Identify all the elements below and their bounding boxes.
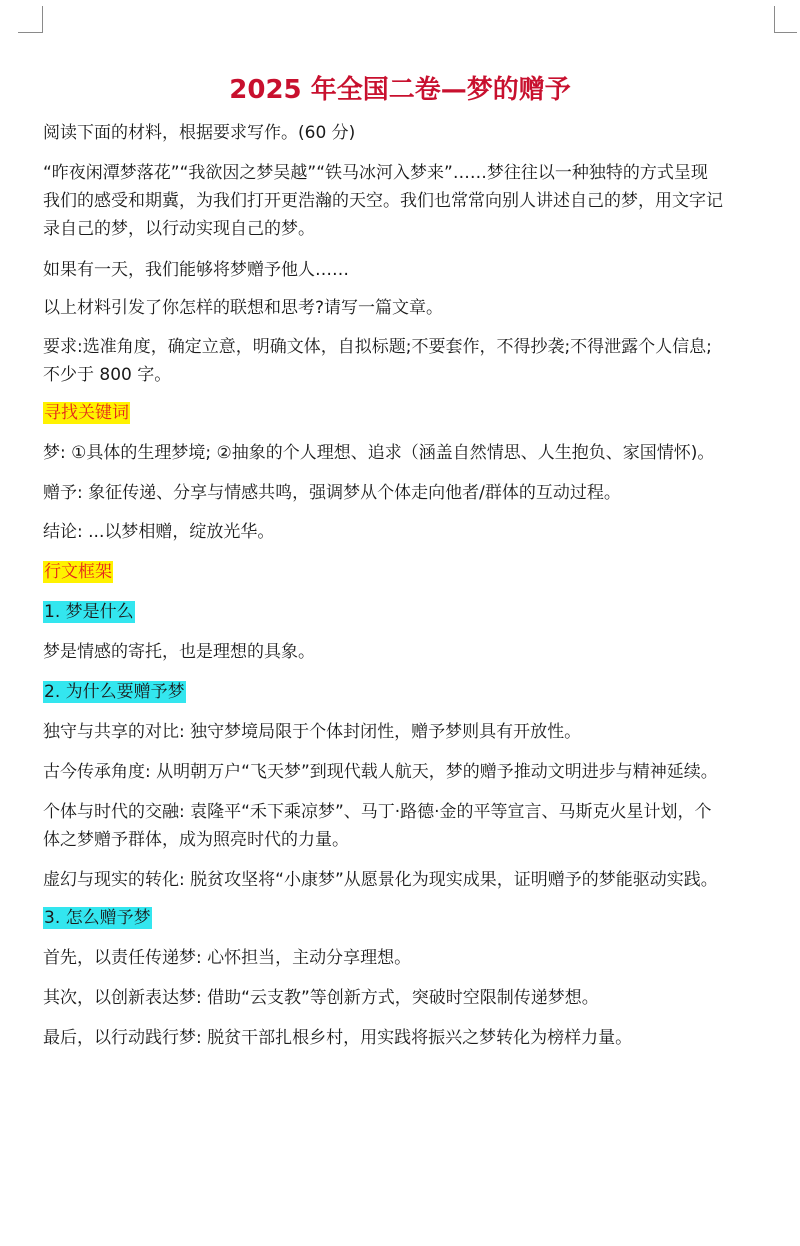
framework-heading bbox=[43, 558, 113, 586]
requirements-line-1: 要求:选准角度，确定立意，明确文体，自拟标题;不要套作，不得抄袭;不得泄露个人信息; bbox=[43, 337, 712, 357]
keywords-heading-label: 寻找关键词 bbox=[44, 403, 129, 423]
section-2-point-c-line-1: 个体与时代的交融: 袁隆平“禾下乘凉梦”、马丁·路德·金的平等宣言、马斯克火星计划，个 bbox=[43, 802, 712, 822]
section-2-heading bbox=[43, 678, 186, 706]
writing-prompt: 以上材料引发了你怎样的联想和思考?请写一篇文章。 bbox=[43, 298, 444, 318]
requirements-line-2: 不少于 800 字。 bbox=[43, 365, 172, 385]
section-3-point-a: 首先，以责任传递梦: 心怀担当，主动分享理想。 bbox=[43, 948, 412, 968]
section-2-point-a: 独守与共享的对比: 独守梦境局限于个体封闭性，赠予梦则具有开放性。 bbox=[43, 722, 582, 742]
section-3-point-c: 最后，以行动践行梦: 脱贫干部扎根乡村，用实践将振兴之梦转化为榜样力量。 bbox=[43, 1028, 633, 1048]
keyword-conclusion: 结论: ...以梦相赠，绽放光华。 bbox=[43, 522, 275, 542]
page-corner-mark-top-right bbox=[774, 6, 797, 33]
page-title: 2025 年全国二卷—梦的赠予 bbox=[229, 75, 571, 105]
material-line-1: “昨夜闲潭梦落花”“我欲因之梦吴越”“铁马冰河入梦来”……梦往往以一种独特的方式呈现 bbox=[43, 163, 708, 183]
material-line-2: 我们的感受和期冀，为我们打开更浩瀚的天空。我们也常常向别人讲述自己的梦，用文字记 bbox=[43, 191, 723, 211]
page-corner-mark-top-left bbox=[18, 6, 43, 33]
section-1-text: 梦是情感的寄托，也是理想的具象。 bbox=[43, 642, 315, 662]
material-hypothesis: 如果有一天，我们能够将梦赠予他人…… bbox=[43, 260, 349, 280]
keyword-dream: 梦: ①具体的生理梦境; ②抽象的个人理想、追求（涵盖自然情思、人生抱负、家国情怀)。 bbox=[43, 443, 715, 463]
section-2-point-c-line-2: 体之梦赠予群体，成为照亮时代的力量。 bbox=[43, 830, 349, 850]
section-3-heading bbox=[43, 904, 152, 932]
section-3-point-b: 其次，以创新表达梦: 借助“云支教”等创新方式，突破时空限制传递梦想。 bbox=[43, 988, 599, 1008]
framework-heading-label: 行文框架 bbox=[44, 562, 112, 582]
section-1-heading-label: 1. 梦是什么 bbox=[44, 602, 134, 622]
section-1-heading bbox=[43, 598, 135, 626]
section-3-heading-label: 3. 怎么赠予梦 bbox=[44, 908, 151, 928]
section-2-point-b: 古今传承角度: 从明朝万户“飞天梦”到现代载人航天，梦的赠予推动文明进步与精神延续。 bbox=[43, 762, 718, 782]
keywords-heading bbox=[43, 399, 130, 427]
keyword-gift: 赠予: 象征传递、分享与情感共鸣，强调梦从个体走向他者/群体的互动过程。 bbox=[43, 483, 621, 503]
section-2-point-d: 虚幻与现实的转化: 脱贫攻坚将“小康梦”从愿景化为现实成果，证明赠予的梦能驱动实践。 bbox=[43, 870, 718, 890]
section-2-heading-label: 2. 为什么要赠予梦 bbox=[44, 682, 185, 702]
prompt-intro: 阅读下面的材料，根据要求写作。(60 分) bbox=[43, 123, 356, 143]
material-line-3: 录自己的梦，以行动实现自己的梦。 bbox=[43, 219, 315, 239]
